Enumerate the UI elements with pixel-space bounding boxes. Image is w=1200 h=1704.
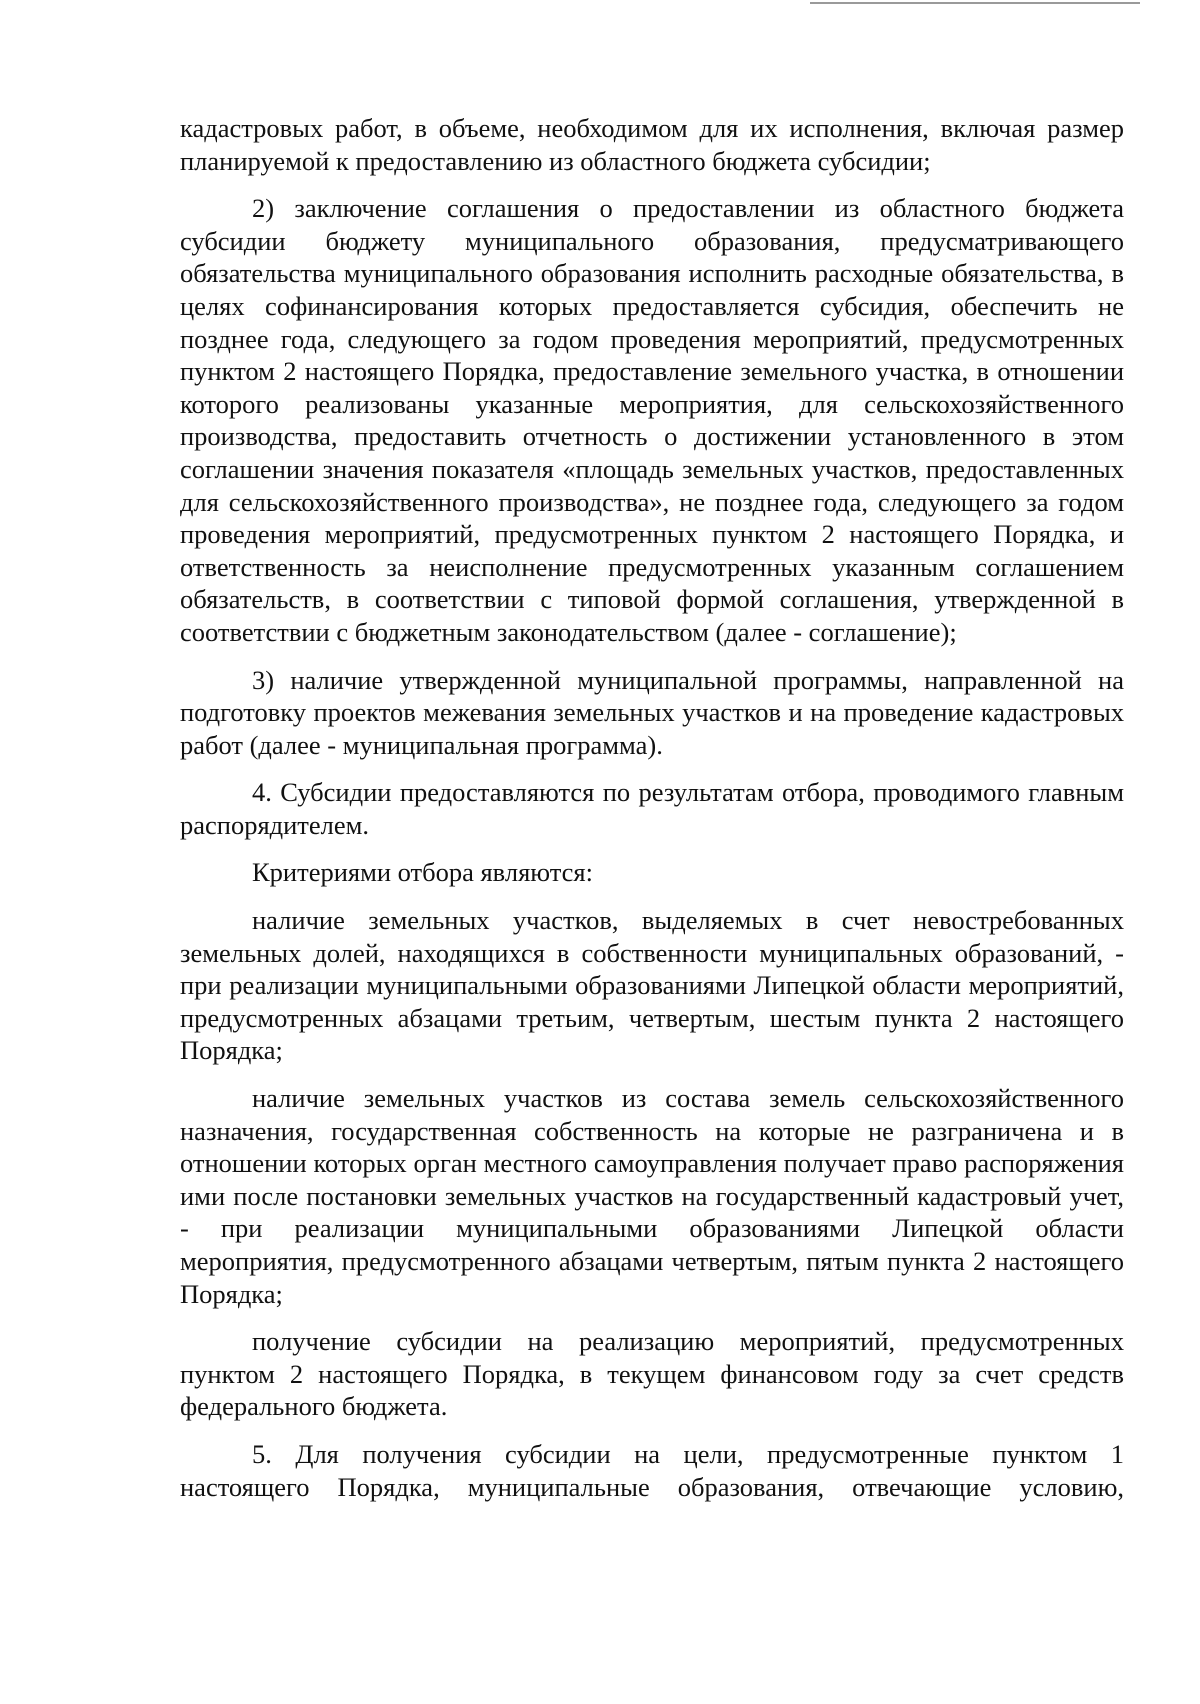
paragraph-section-5: 5. Для получения субсидии на цели, предусмотренные пунктом 1 настоящего Порядка, муниципальные образования, отвечающие условию, (180, 1438, 1124, 1502)
paragraph-criterion-3: получение субсидии на реализацию мероприятий, предусмотренных пунктом 2 настоящего Порядка, в текущем финансовом году за счет средств федерального бюджета. (180, 1326, 1124, 1422)
scan-top-rule (810, 2, 1140, 4)
paragraph-criteria-heading: Критериями отбора являются: (252, 857, 593, 888)
paragraph-item-3: 3) наличие утвержденной муниципальной программы, направленной на подготовку проектов межевания земельных участков и на проведение кадастровых работ (далее - муниципальная программа). (180, 664, 1124, 760)
document-body (180, 112, 1124, 1518)
paragraph-continuation: кадастровых работ, в объеме, необходимом для их исполнения, включая размер планируемой к предоставлению из областного бюджета субсидии; (180, 113, 1124, 176)
paragraph-section-4: 4. Субсидии предоставляются по результатам отбора, проводимого главным распорядителем. (180, 777, 1124, 840)
paragraph-criterion-2: наличие земельных участков из состава земель сельскохозяйственного назначения, государственная собственность на которые не разграничена и в отношении которых орган местного самоуправления получает право распоряжения ими после постановки земельных участков на государственный кадастровый учет, - при реализации муниципальными образованиями Липецкой области мероприятия, предусмотренного абзацами четвертым, пятым пункта 2 настоящего Порядка; (180, 1083, 1124, 1309)
paragraph-criterion-1: наличие земельных участков, выделяемых в счет невостребованных земельных долей, находящихся в собственности муниципальных образований, - при реализации муниципальными образованиями Липецкой области мероприятий, предусмотренных абзацами третьим, четвертым, шестым пункта 2 настоящего Порядка; (180, 905, 1124, 1066)
paragraph-item-2: 2) заключение соглашения о предоставлении из областного бюджета субсидии бюджету муниципального образования, предусматривающего обязательства муниципального образования исполнить расходные обязательства, в целях софинансирования которых предоставляется субсидия, обеспечить не позднее года, следующего за годом проведения мероприятий, предусмотренных пунктом 2 настоящего Порядка, предоставление земельного участка, в отношении которого реализованы указанные мероприятия, для сельскохозяйственного производства, предоставить отчетность о достижении установленного в этом соглашении значения показателя «площадь земельных участков, предоставленных для сельскохозяйственного производства», не позднее года, следующего за годом проведения мероприятий, предусмотренных пунктом 2 настоящего Порядка, и ответственность за неисполнение предусмотренных указанным соглашением обязательств, в соответствии с типовой формой соглашения, утвержденной в соответствии с бюджетным законодательством (далее - соглашение); (180, 193, 1124, 647)
